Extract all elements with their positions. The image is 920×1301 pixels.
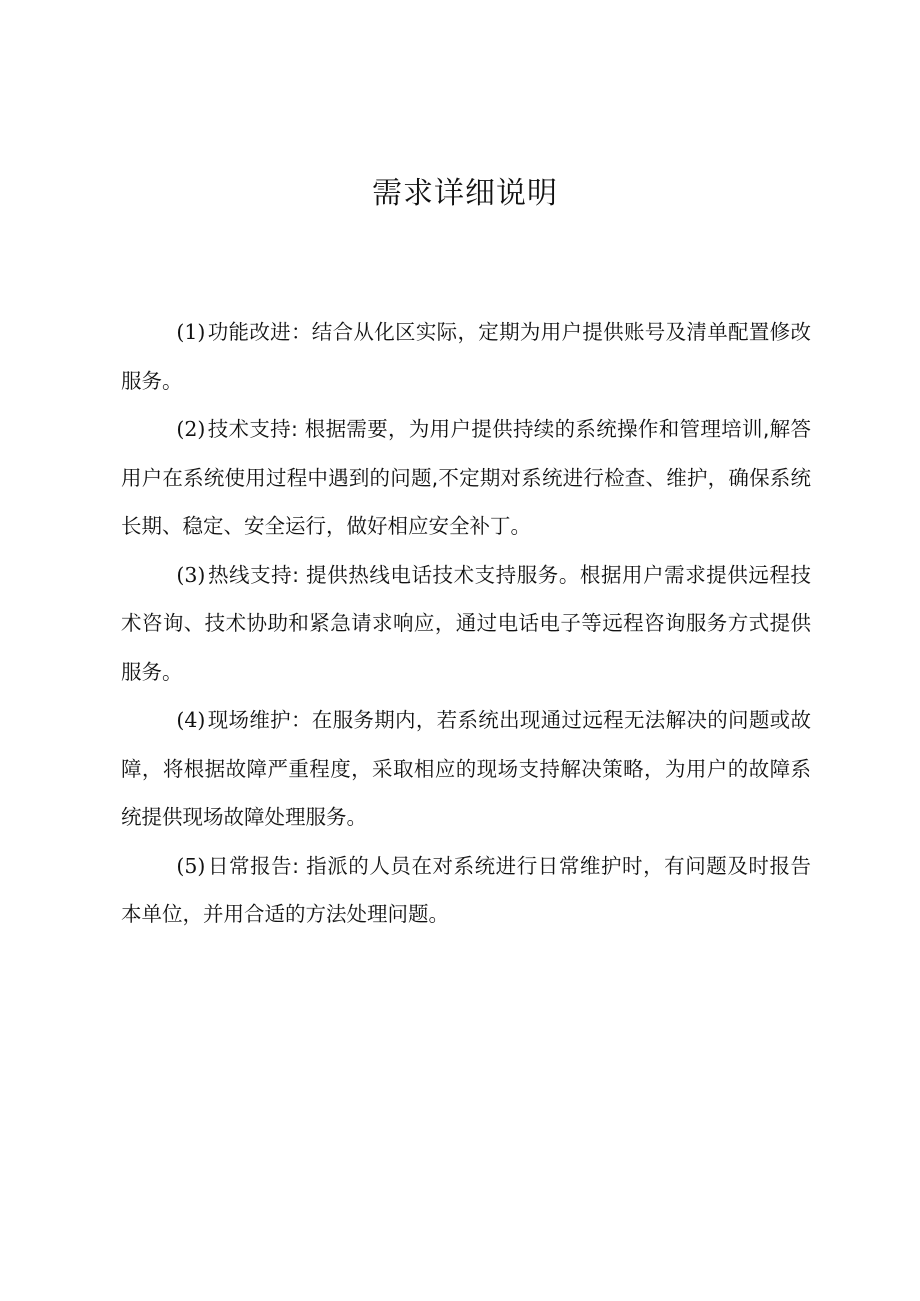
- document-body: [121, 308, 811, 939]
- paragraph-text: 技术支持: 根据需要，为用户提供持续的系统操作和管理培训,解答用户在系统使用过程中遇到的问题,不定期对系统进行检查、维护，确保系统长期、稳定、安全运行，做好相应安全补丁。: [121, 417, 811, 538]
- paragraph-number: (3): [176, 562, 206, 587]
- paragraph-text: 热线支持: 提供热线电话技术支持服务。根据用户需求提供远程技术咨询、技术协助和紧急请求响应，通过电话电子等远程咨询服务方式提供服务。: [121, 562, 811, 684]
- paragraph-number: (1): [176, 320, 206, 344]
- document-title: 需求详细说明: [372, 176, 558, 211]
- paragraph-text: 功能改进：结合从化区实际，定期为用户提供账号及清单配置修改服务。: [121, 320, 811, 393]
- paragraph-number: (2): [176, 417, 206, 441]
- paragraph-item: [121, 405, 811, 551]
- paragraph-item: [121, 308, 811, 405]
- paragraph-number: (4): [176, 708, 206, 732]
- paragraph-item: [121, 696, 811, 842]
- paragraph-item: [121, 551, 811, 697]
- paragraph-number: (5): [176, 853, 206, 878]
- paragraph-text: 日常报告: 指派的人员在对系统进行日常维护时，有问题及时报告本单位，并用合适的方法处理问题。: [121, 853, 811, 926]
- paragraph-item: [121, 842, 811, 939]
- paragraph-text: 现场维护：在服务期内，若系统出现通过远程无法解决的问题或故障，将根据故障严重程度，采取相应的现场支持解决策略，为用户的故障系统提供现场故障处理服务。: [121, 708, 811, 829]
